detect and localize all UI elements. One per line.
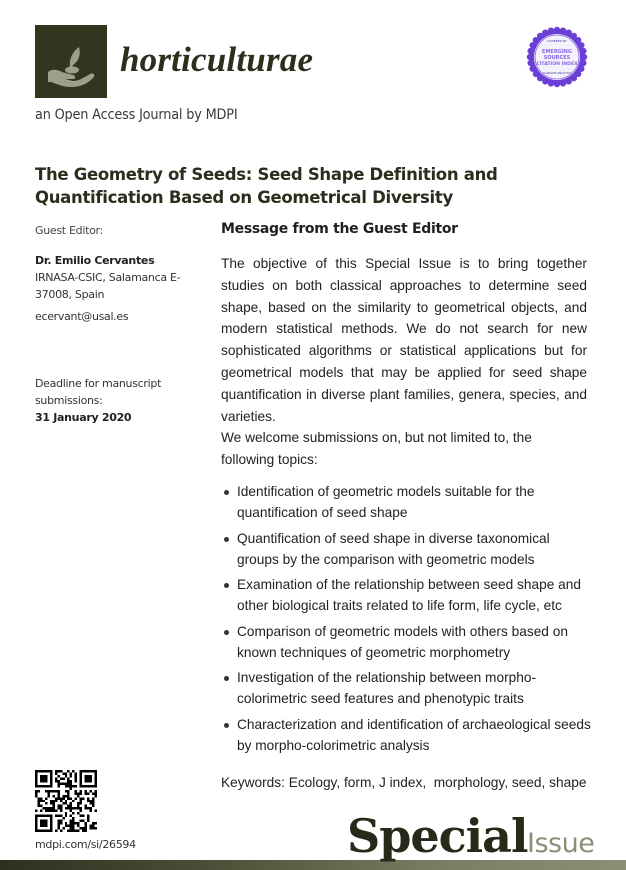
qr-module	[40, 820, 47, 827]
qr-module	[40, 797, 42, 799]
qr-module	[55, 790, 57, 792]
qr-module	[62, 802, 64, 804]
qr-module	[50, 807, 52, 809]
qr-module	[67, 770, 69, 772]
qr-module	[95, 822, 97, 824]
qr-module	[57, 782, 59, 784]
qr-module	[77, 807, 79, 809]
qr-module	[50, 790, 52, 792]
qr-module	[92, 827, 94, 829]
qr-module	[60, 797, 62, 799]
topic-text: Examination of the relationship between seed shape and other biological traits related to life form, life cycle, etc	[237, 577, 581, 614]
badge-bottom-arc: CLARIVATE ANALYTICS	[542, 72, 572, 75]
qr-module	[75, 797, 77, 799]
qr-module	[90, 790, 92, 792]
topic-text: Investigation of the relationship between morpho-colorimetric seed features and phenotypic traits	[237, 670, 537, 707]
editor-affiliation: IRNASA-CSIC, Salamanca E-37008, Spain	[35, 271, 181, 301]
qr-module	[77, 792, 79, 794]
bullet-icon	[224, 537, 229, 542]
qr-module	[40, 810, 42, 812]
qr-module	[67, 785, 69, 787]
qr-module	[67, 825, 69, 827]
qr-module	[62, 795, 64, 797]
bottom-band	[0, 860, 626, 870]
qr-module	[87, 820, 89, 822]
qr-module	[47, 810, 49, 812]
guest-editor-label: Guest Editor:	[35, 224, 103, 237]
bullet-icon	[224, 676, 229, 681]
qr-module	[75, 792, 77, 794]
qr-code[interactable]	[35, 770, 97, 832]
qr-module	[37, 805, 39, 807]
qr-module	[57, 770, 59, 772]
qr-module	[70, 807, 72, 809]
qr-module	[52, 790, 54, 792]
qr-module	[62, 777, 64, 779]
esci-badge	[526, 26, 588, 88]
qr-module	[82, 815, 84, 817]
qr-module	[60, 822, 62, 824]
topic-text: Characterization and identification of archaeological seeds by morpho-colorimetric analysis	[237, 716, 591, 753]
qr-module	[70, 820, 72, 822]
qr-module	[67, 807, 69, 809]
qr-module	[80, 800, 82, 802]
qr-module	[50, 802, 52, 804]
qr-module	[60, 800, 62, 802]
topic-item	[221, 621, 591, 663]
qr-module	[65, 807, 67, 809]
qr-module	[77, 805, 79, 807]
qr-module	[57, 827, 59, 829]
qr-module	[47, 790, 49, 792]
qr-module	[75, 772, 77, 774]
qr-module	[75, 780, 77, 782]
qr-module	[42, 807, 44, 809]
qr-module	[55, 772, 57, 774]
qr-module	[50, 800, 52, 802]
qr-module	[77, 802, 79, 804]
qr-module	[70, 822, 72, 824]
qr-module	[65, 822, 67, 824]
qr-module	[92, 792, 94, 794]
qr-module	[75, 830, 77, 832]
qr-module	[77, 812, 79, 814]
qr-module	[67, 805, 69, 807]
qr-module	[60, 807, 62, 809]
qr-module	[60, 820, 62, 822]
topic-item	[221, 714, 591, 756]
qr-module	[52, 807, 54, 809]
qr-module	[47, 792, 49, 794]
special-issue-link[interactable]: mdpi.com/si/26594	[35, 838, 136, 851]
qr-module	[72, 807, 74, 809]
qr-module	[65, 812, 67, 814]
qr-module	[87, 807, 89, 809]
qr-module	[72, 825, 74, 827]
qr-module	[85, 790, 87, 792]
qr-module	[55, 777, 57, 779]
qr-module	[80, 827, 82, 829]
qr-module	[65, 782, 67, 784]
qr-module	[72, 822, 74, 824]
qr-module	[82, 827, 84, 829]
qr-module	[92, 822, 94, 824]
qr-module	[87, 800, 89, 802]
qr-module	[62, 797, 64, 799]
qr-module	[52, 802, 54, 804]
qr-module	[87, 797, 89, 799]
qr-module	[67, 797, 69, 799]
qr-module	[55, 770, 57, 772]
bullet-icon	[224, 723, 229, 728]
qr-module	[80, 807, 82, 809]
badge-top-arc: COVERED BY	[547, 39, 567, 43]
qr-module	[67, 792, 69, 794]
qr-module	[50, 810, 52, 812]
qr-module	[57, 775, 59, 777]
qr-module	[70, 797, 72, 799]
qr-module	[57, 792, 59, 794]
qr-module	[40, 800, 42, 802]
qr-module	[70, 830, 72, 832]
qr-module	[65, 790, 67, 792]
qr-code-icon	[35, 770, 97, 832]
qr-module	[90, 802, 92, 804]
qr-module	[80, 797, 82, 799]
qr-module	[72, 817, 74, 819]
qr-module	[70, 787, 72, 789]
qr-module	[90, 800, 92, 802]
journal-logo	[35, 25, 107, 98]
bullet-icon	[224, 490, 229, 495]
qr-module	[67, 795, 69, 797]
qr-module	[80, 810, 82, 812]
qr-module	[75, 822, 77, 824]
qr-module	[35, 810, 37, 812]
qr-module	[35, 792, 37, 794]
qr-module	[72, 827, 74, 829]
qr-module	[62, 772, 64, 774]
qr-module	[40, 805, 42, 807]
special-word: Special	[347, 809, 528, 863]
qr-module	[80, 820, 82, 822]
qr-module	[60, 777, 62, 779]
qr-module	[65, 785, 67, 787]
qr-module	[65, 825, 67, 827]
qr-module	[70, 772, 72, 774]
journal-name: horticulturae	[120, 40, 314, 79]
qr-module	[37, 797, 39, 799]
qr-module	[67, 782, 69, 784]
qr-module	[82, 820, 84, 822]
qr-module	[65, 775, 67, 777]
special-issue-title: The Geometry of Seeds: Seed Shape Definition and Quantification Based on Geometrical Diversity	[35, 165, 498, 207]
qr-module	[55, 800, 57, 802]
qr-module	[85, 822, 87, 824]
message-heading: Message from the Guest Editor	[221, 221, 458, 237]
qr-module	[70, 810, 72, 812]
qr-module	[77, 795, 79, 797]
qr-module	[90, 827, 92, 829]
qr-module	[70, 780, 72, 782]
qr-module	[70, 782, 72, 784]
qr-module	[67, 777, 69, 779]
qr-module	[72, 812, 74, 814]
badge-line-3: CITATION INDEX	[536, 62, 578, 67]
qr-module	[37, 802, 39, 804]
qr-module	[70, 785, 72, 787]
qr-module	[60, 830, 62, 832]
qr-module	[35, 795, 37, 797]
qr-module	[72, 800, 74, 802]
qr-module	[65, 772, 67, 774]
qr-module	[90, 807, 92, 809]
qr-module	[75, 807, 77, 809]
bullet-icon	[224, 583, 229, 588]
qr-module	[85, 830, 87, 832]
badge-line-1: EMERGING	[542, 49, 572, 55]
topic-item	[221, 528, 591, 570]
qr-module	[85, 805, 87, 807]
qr-module	[60, 770, 62, 772]
qr-module	[52, 795, 54, 797]
qr-module	[42, 800, 44, 802]
qr-module	[82, 830, 84, 832]
qr-module	[55, 830, 57, 832]
qr-module	[47, 807, 49, 809]
qr-module	[87, 817, 89, 819]
editor-name: Dr. Emilio Cervantes	[35, 254, 155, 267]
qr-module	[55, 815, 57, 817]
qr-module	[72, 785, 74, 787]
qr-module	[65, 795, 67, 797]
qr-module	[70, 802, 72, 804]
qr-module	[67, 790, 69, 792]
qr-module	[92, 802, 94, 804]
qr-module	[70, 825, 72, 827]
qr-module	[87, 792, 89, 794]
qr-module	[70, 775, 72, 777]
qr-module	[77, 822, 79, 824]
qr-module	[62, 817, 64, 819]
qr-module	[95, 810, 97, 812]
qr-module	[80, 790, 82, 792]
qr-module	[57, 780, 59, 782]
qr-module	[45, 807, 47, 809]
qr-module	[65, 800, 67, 802]
qr-module	[57, 785, 59, 787]
qr-module	[57, 815, 59, 817]
qr-module	[62, 782, 64, 784]
qr-module	[60, 805, 62, 807]
hand-holding-sprout-icon	[35, 25, 107, 98]
qr-module	[80, 815, 82, 817]
qr-module	[60, 782, 62, 784]
qr-module	[52, 805, 54, 807]
qr-module	[62, 827, 64, 829]
topic-item	[221, 481, 591, 523]
qr-module	[75, 785, 77, 787]
qr-module	[57, 822, 59, 824]
qr-module	[45, 810, 47, 812]
qr-module	[57, 797, 59, 799]
qr-module	[82, 797, 84, 799]
qr-module	[37, 790, 39, 792]
qr-module	[85, 775, 92, 782]
qr-module	[72, 770, 74, 772]
qr-module	[70, 805, 72, 807]
bullet-icon	[224, 630, 229, 635]
qr-module	[60, 815, 62, 817]
qr-module	[87, 815, 89, 817]
qr-module	[85, 825, 87, 827]
message-paragraph: The objective of this Special Issue is to bring together studies on both classical approaches to determine seed shape, based on the similarity to geometrical objects, and modern statistical methods. We do not search for new sophisticated algorithms or statistical applications but for geometrical models that may be applied for seed shape quantification in diverse plant families, genera, species, and varieties.	[221, 256, 587, 424]
message-paragraph: We welcome submissions on, but not limited to, the following topics:	[221, 430, 532, 468]
deadline-label: Deadline for manuscript submissions:	[35, 377, 162, 407]
qr-module	[40, 775, 47, 782]
qr-module	[67, 780, 69, 782]
topic-text: Identification of geometric models suitable for the quantification of seed shape	[237, 484, 535, 520]
message-body	[221, 253, 587, 471]
qr-module	[72, 830, 74, 832]
qr-module	[37, 800, 39, 802]
qr-module	[90, 825, 92, 827]
qr-module	[95, 827, 97, 829]
topic-item	[221, 667, 591, 709]
qr-module	[60, 810, 62, 812]
qr-module	[52, 800, 54, 802]
qr-module	[92, 825, 94, 827]
qr-module	[77, 830, 79, 832]
badge-line-2: SOURCES	[543, 55, 571, 61]
qr-module	[92, 805, 94, 807]
qr-module	[85, 827, 87, 829]
qr-module	[70, 815, 72, 817]
qr-module	[47, 795, 49, 797]
qr-module	[85, 807, 87, 809]
qr-module	[75, 775, 77, 777]
qr-module	[57, 795, 59, 797]
qr-module	[92, 797, 94, 799]
qr-module	[57, 825, 59, 827]
issue-word: Issue	[527, 828, 595, 859]
deadline-date: 31 January 2020	[35, 411, 132, 424]
journal-subtitle: an Open Access Journal by MDPI	[35, 107, 238, 123]
topic-text: Quantification of seed shape in diverse taxonomical groups by the comparison with geometric models	[237, 530, 550, 567]
qr-module	[65, 815, 67, 817]
qr-module	[67, 830, 69, 832]
topic-text: Comparison of geometric models with others based on known techniques of geometric morphometry	[237, 623, 568, 660]
keywords: Keywords: Ecology, form, J index, morphology, seed, shape	[221, 775, 587, 790]
qr-module	[55, 810, 57, 812]
qr-module	[95, 790, 97, 792]
qr-module	[95, 792, 97, 794]
topics-list	[221, 481, 591, 761]
qr-module	[95, 795, 97, 797]
editor-email-link[interactable]: ecervant@usal.es	[35, 310, 129, 323]
qr-module	[57, 820, 59, 822]
qr-module	[80, 792, 82, 794]
qr-module	[92, 800, 94, 802]
qr-module	[80, 802, 82, 804]
qr-module	[70, 827, 72, 829]
qr-module	[52, 810, 54, 812]
qr-module	[45, 790, 47, 792]
qr-module	[45, 797, 47, 799]
topic-item	[221, 574, 591, 616]
qr-module	[57, 807, 59, 809]
qr-module	[72, 820, 74, 822]
qr-module	[55, 780, 57, 782]
qr-module	[35, 790, 37, 792]
qr-module	[57, 805, 59, 807]
qr-module	[85, 792, 87, 794]
qr-module	[77, 825, 79, 827]
qr-module	[57, 790, 59, 792]
qr-module	[75, 777, 77, 779]
esci-badge-icon	[526, 26, 588, 88]
qr-module	[55, 797, 57, 799]
qr-module	[75, 790, 77, 792]
qr-module	[90, 810, 92, 812]
qr-module	[65, 802, 67, 804]
qr-module	[45, 802, 47, 804]
